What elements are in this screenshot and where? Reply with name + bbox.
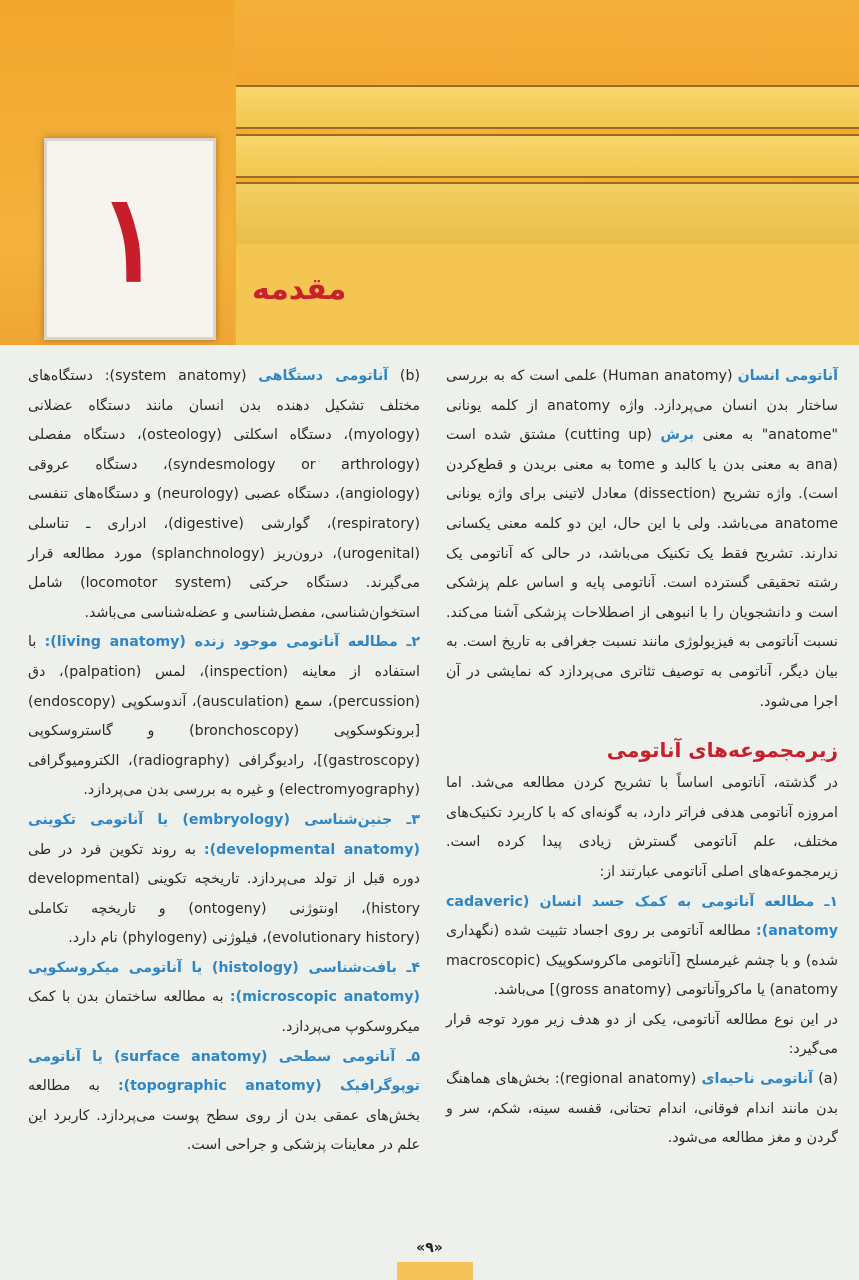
term-cut: برش [660,427,695,444]
page-number [0,1238,859,1258]
intro-paragraph [446,362,838,717]
item-text: (system anatomy): دستگاه‌های مختلف تشکیل دهنده بدن انسان مانند دستگاه عضلانی (myology)، دستگاه اسکلتی (osteology)، دستگاه مفصلی (syndesmology or arthrology)، دستگاه عروقی (angiology)، دستگاه عصبی (neurology) و دستگاه‌های تنفسی (respiratory)، گوارشی (digestive)، ادراری ـ تناسلی (urogenital)، درون‌ریز (splanchnology) مورد مطالعه قرار می‌گیرند. دستگاه حرکتی (locomotor system) شامل استخوان‌شناسی، مفصل‌شناسی و عضله‌شناسی می‌باشد. [28,368,421,621]
item-heading: ۴ـ بافت‌شناسی (histology) یا آناتومی میکروسکوپی (microscopic anatomy): [28,959,420,1006]
item-heading: ۱ـ مطالعه آناتومی به کمک جسد انسان (cadaveric anatomy): [446,893,838,940]
list-item [446,888,838,1006]
item-text: مطالعه آناتومی بر روی اجساد تثبیت شده (نگهداری شده) و با چشم غیرمسلح [آناتومی ماکروسکوپیک (macroscopic anatomy) یا ماکروآناتومی (gross anatomy)] می‌باشد. [446,923,838,999]
header-top-panel [236,0,859,84]
chapter-title: مقدمه [252,272,347,307]
item-heading: ۳ـ جنین‌شناسی (embryology) یا آناتومی تکوینی (developmental anatomy): [28,811,420,858]
header-stripe [236,134,859,178]
item-text: به روند تکوین فرد در طی دوره قبل از تولد می‌پردازد. تاریخچه تکوینی (developmental history)، اونتوژنی (ontogeny) و تاریخچه تکاملی (evolutionary history)، فیلوژنی (phylogeny) نام دارد. [28,841,420,947]
item-term: آناتومی دستگاهی [258,368,389,384]
item-heading: ۵ـ آناتومی سطحی (surface anatomy) یا آناتومی توپوگرافیک (topographic anatomy): [28,1048,420,1095]
item-text: به مطالعه بخش‌های عمقی بدن از روی سطح پوست می‌پردازد. کاربرد این علم در معاینات پزشکی و جراحی است. [28,1078,420,1154]
header-stripe [236,182,859,246]
page-number-text: «۹» [416,1240,443,1256]
list-item [28,806,420,954]
item-text: با استفاده از معاینه (inspection)، لمس (palpation)، دق (percussion)، سمع (ausculation)، آندوسکوپی (endoscopy) [برونکوسکوپی (bronchoscopy) و گاستروسکوپی (gastroscopy)]، رادیوگرافی (radiography)، الکترومیوگرافی (electromyography) و غیره به بررسی بدن می‌پردازد. [28,634,421,799]
intro-text: (Human anatomy) علمی است که به بررسی ساختار بدن انسان می‌پردازد. واژه anatomy از کلمه یونانی "anatome" به معنی [446,368,839,444]
list-item [28,628,420,806]
item-text: (regional anatomy): بخش‌های هماهنگ بدن مانند اندام فوقانی، اندام تحتانی، قفسه سینه، شکم، سر و گردن و مغز مطالعه می‌شود. [446,1071,838,1147]
header-stripe [236,85,859,129]
chapter-number-box [44,138,216,340]
section-heading: زیرمجموعه‌های آناتومی [606,738,838,763]
item-prefix: (b) [388,368,421,384]
item-heading: ۲ـ مطالعه آناتومی موجود زنده (living anatomy): [44,634,420,651]
right-column [446,362,838,1154]
list-item [28,362,420,628]
item-prefix: (a) [813,1071,839,1088]
term-human-anatomy: آناتومی انسان [737,368,838,384]
list-item [446,1065,838,1154]
subsections-intro: در گذشته، آناتومی اساساً با تشریح کردن مطالعه می‌شد. اما امروزه آناتومی هدفی فراتر دارد، به گونه‌ای که با کاربرد تکنیک‌های مختلف، علم آناتومی گسترش زیادی پیدا کرده است. زیرمجموعه‌های اصلی آناتومی عبارتند از: [446,775,838,880]
chapter-number: ۱ [97,168,163,309]
intro-text-cont: (cutting up) مشتق شده است (ana به معنی بدن یا کالبد و tome به معنی بریدن و قطع‌کردن است). واژه تشریح (dissection) معادل لاتینی برای واژه یونانی anatome می‌باشد. ولی با این حال، این دو کلمه معنی یکسانی ندارند. تشریح فقط یک تکنیک می‌باشد، در حالی که آناتومی یک رشته تحقیقی گسترده است. آناتومی پایه و اساس علم پزشکی است و دانشجویان را با انبوهی از اصطلاحات پزشکی آشنا می‌کند. نسبت آناتومی به فیزیولوژی مانند نسبت جغرافی به تاریخ است. به بیان دیگر، آناتومی به توصیف تئاتری می‌پردازد که نمایشی در آن اجرا می‌شود. [446,427,838,710]
item-note: در این نوع مطالعه آناتومی، یکی از دو هدف زیر مورد توجه قرار می‌گیرد: [446,1011,838,1058]
item-term: آناتومی ناحیه‌ای [701,1071,814,1088]
list-item [28,954,420,1043]
page-body [28,362,838,1222]
footer-accent-bar [397,1262,473,1280]
list-item [28,1043,420,1161]
item-text: به مطالعه ساختمان بدن با کمک میکروسکوپ می‌پردازد. [28,989,420,1036]
left-column [28,362,420,1161]
